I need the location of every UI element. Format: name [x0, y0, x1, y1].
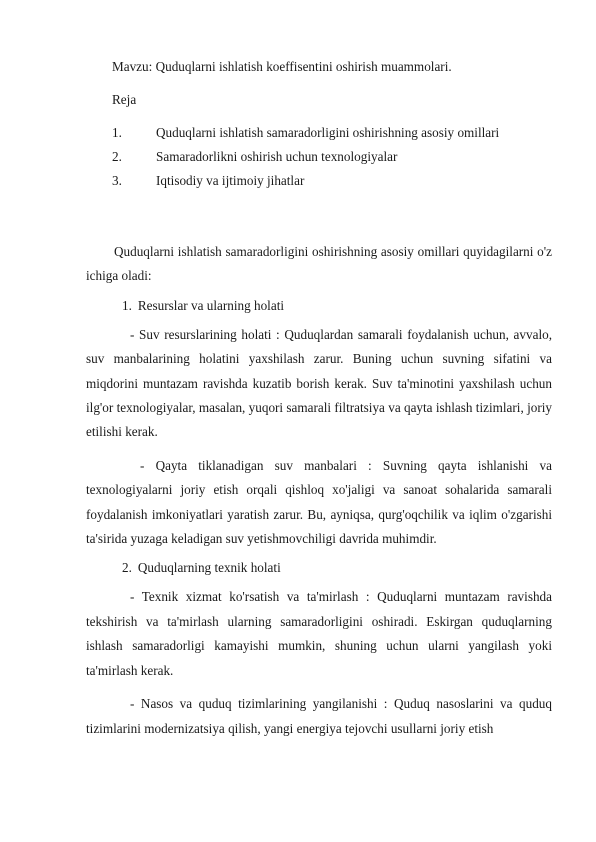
plan-item-number: 1. — [112, 125, 122, 140]
plan-item — [112, 124, 499, 148]
section-title: Quduqlarning texnik holati — [137, 560, 281, 576]
section-title: Resurslar va ularning holati — [137, 297, 285, 313]
plan-list — [112, 124, 499, 196]
section-number: 2. — [122, 560, 132, 576]
section-heading-resources — [86, 289, 552, 323]
plan-item-number: 3. — [112, 173, 122, 188]
paragraph-maintenance: - Texnik xizmat ko'rsatish va ta'mirlash : Quduqlarni muntazam ravishda tekshirish va ta'mirlash ularning samaradorligini oshiradi. Eskirgan quduqlarning ishlash samaradorligi kamayishi mumkin, shuning uchun ularni yangilash yoki ta'mirlash kerak. — [86, 589, 552, 678]
intro-paragraph: Quduqlarni ishlatish samaradorligini oshirishning asosiy omillari quyidagilarni o'z ichiga oladi: — [86, 244, 552, 284]
plan-item-text: Samaradorlikni oshirish uchun texnologiyalar — [156, 149, 398, 164]
document-body — [86, 240, 552, 741]
plan-item — [112, 172, 499, 196]
plan-title: Reja — [112, 92, 137, 107]
plan-item-text: Iqtisodiy va ijtimoiy jihatlar — [156, 173, 305, 188]
plan-item-number: 2. — [112, 149, 122, 164]
section-heading-technical — [86, 551, 552, 585]
section-number: 1. — [122, 297, 132, 313]
document-topic: Mavzu: Quduqlarni ishlatish koeffisentini oshirish muammolari. — [112, 59, 452, 74]
paragraph-renewable-water: - Qayta tiklanadigan suv manbalari : Suvning qayta ishlanishi va texnologiyalarni joriy etish orqali qishloq xo'jaligi va sanoat sohalarida samarali foydalanish imkoniyatlari yaratish zarur. Bu, ayniqsa, qurg'oqchilik va iqlim o'zgarishi ta'sirida yuzaga keladigan suv yetishmovchiligi davrida muhimdir. — [86, 457, 552, 547]
paragraph-pump-upgrade: - Nasos va quduq tizimlarining yangilanishi : Quduq nasoslarini va quduq tizimlarini modernizatsiya qilish, yangi energiya tejovchi usullarni joriy etish — [86, 696, 552, 736]
plan-item — [112, 148, 499, 172]
plan-item-text: Quduqlarni ishlatish samaradorligini oshirishning asosiy omillari — [156, 125, 500, 140]
paragraph-water-resources: - Suv resurslarining holati : Quduqlardan samarali foydalanish uchun, avvalo, suv manbalarining holatini yaxshilash zarur. Buning uchun suvning sifatini va miqdorini muntazam ravishda kuzatib borish kerak. Suv ta'minotini yaxshilash uchun ilg'or texnologiyalar, masalan, yuqori samarali filtratsiya va qayta ishlash tizimlari, joriy etilishi kerak. — [86, 326, 552, 440]
